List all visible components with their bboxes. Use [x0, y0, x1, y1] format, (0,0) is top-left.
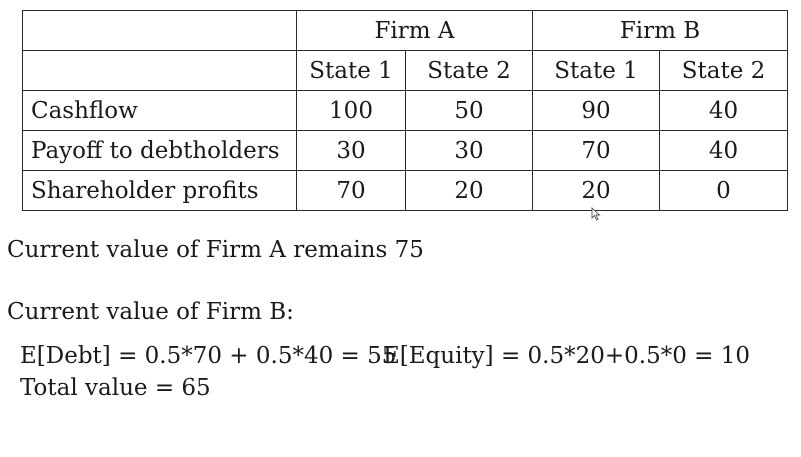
table-cell: 30 [297, 131, 406, 171]
table-cell: 90 [533, 91, 660, 131]
payoff-table [22, 10, 788, 211]
table-cell: 70 [297, 171, 406, 211]
table-row [23, 131, 788, 171]
table-corner-cell [23, 11, 297, 51]
table-row [23, 171, 788, 211]
firm-a-value-text: Current value of Firm A remains 75 [7, 237, 424, 263]
table-cell: 70 [533, 131, 660, 171]
table-cell: 20 [406, 171, 533, 211]
table-empty-cell [23, 51, 297, 91]
table-cell: 30 [406, 131, 533, 171]
firm-b-heading: Current value of Firm B: [7, 299, 294, 325]
mouse-cursor-icon [591, 207, 601, 221]
header-firm-a-state-1: State 1 [297, 51, 406, 91]
header-firm-a-state-2: State 2 [406, 51, 533, 91]
header-firm-b-state-2: State 2 [660, 51, 788, 91]
header-firm-b-state-1: State 1 [533, 51, 660, 91]
table-cell: 100 [297, 91, 406, 131]
row-label-shareholder-profits: Shareholder profits [23, 171, 297, 211]
table-header-row-firms [23, 11, 788, 51]
debt-formula: E[Debt] = 0.5*70 + 0.5*40 = 55 [20, 343, 397, 369]
table-cell: 20 [533, 171, 660, 211]
header-firm-b: Firm B [533, 11, 788, 51]
table-cell: 0 [660, 171, 788, 211]
table-row [23, 91, 788, 131]
table-header-row-states [23, 51, 788, 91]
row-label-payoff-debtholders: Payoff to debtholders [23, 131, 297, 171]
table-cell: 50 [406, 91, 533, 131]
total-value-text: Total value = 65 [20, 375, 211, 401]
equity-formula: E[Equity] = 0.5*20+0.5*0 = 10 [383, 343, 751, 369]
table-cell: 40 [660, 91, 788, 131]
header-firm-a: Firm A [297, 11, 533, 51]
table-cell: 40 [660, 131, 788, 171]
row-label-cashflow: Cashflow [23, 91, 297, 131]
